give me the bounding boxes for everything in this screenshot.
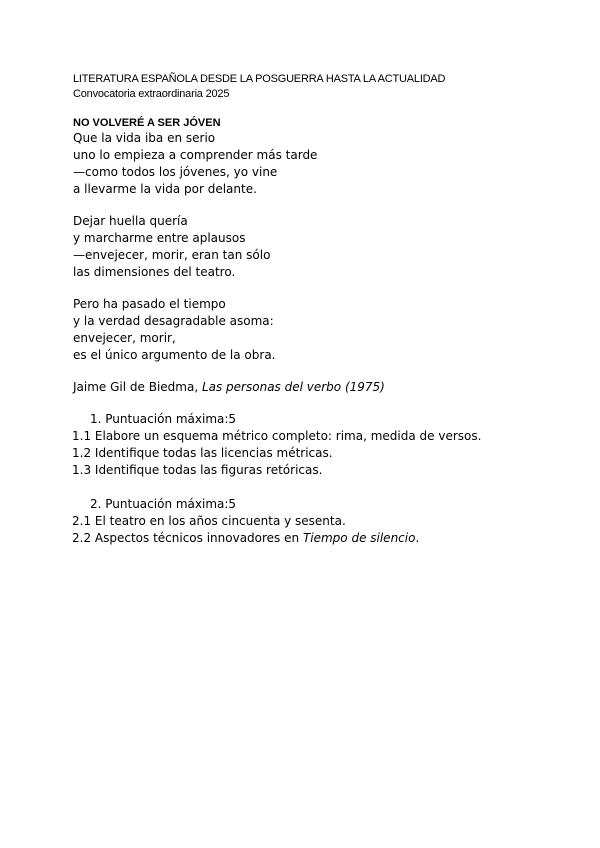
novel-title: Tiempo de silencio	[302, 531, 416, 545]
poem-title: NO VOLVERÉ A SER JÓVEN	[73, 117, 221, 129]
verse-line: y marcharme entre aplausos	[73, 231, 246, 245]
question-item: 1.3 Identifique todas las figuras retóricas.	[72, 463, 323, 477]
verse-line: envejecer, morir,	[73, 331, 176, 345]
author-name: Jaime Gil de Biedma,	[73, 380, 202, 394]
verse-line: uno lo empieza a comprender más tarde	[73, 148, 318, 162]
verse-line: a llevarme la vida por delante.	[73, 182, 257, 196]
document-page	[73, 72, 573, 547]
stanza-2	[73, 213, 573, 281]
verse-line: las dimensiones del teatro.	[73, 265, 236, 279]
verse-line: Que la vida iba en serio	[73, 131, 216, 145]
question-item: 1.1 Elabore un esquema métrico completo: rima, medida de versos.	[72, 429, 482, 443]
question-item: 2.1 El teatro en los años cincuenta y sesenta.	[72, 514, 346, 528]
poem-attribution	[73, 379, 573, 396]
question-item: 1.2 Identifique todas las licencias métricas.	[72, 446, 333, 460]
verse-line: Pero ha pasado el tiempo	[73, 297, 226, 311]
verse-line: —envejecer, morir, eran tan sólo	[73, 248, 271, 262]
verse-line: Dejar huella quería	[73, 214, 188, 228]
stanza-3	[73, 296, 573, 364]
verse-line: —como todos los jóvenes, yo vine	[73, 165, 278, 179]
stanza-1	[73, 130, 573, 198]
question-1	[73, 411, 573, 479]
course-title: LITERATURA ESPAÑOLA DESDE LA POSGUERRA HASTA LA ACTUALIDAD	[73, 73, 446, 85]
question-1-heading: 1. Puntuación máxima:5	[90, 412, 237, 426]
question-item	[72, 530, 573, 547]
question-2-heading: 2. Puntuación máxima:5	[90, 497, 237, 511]
book-title: Las personas del verbo (1975)	[201, 380, 385, 394]
verse-line: es el único argumento de la obra.	[73, 348, 276, 362]
question-2	[73, 496, 573, 547]
verse-line: y la verdad desagradable asoma:	[73, 314, 274, 328]
question-item-text: 2.2 Aspectos técnicos innovadores en	[72, 531, 303, 545]
question-item-punct: .	[415, 531, 420, 545]
exam-session: Convocatoria extraordinaria 2025	[73, 88, 230, 100]
